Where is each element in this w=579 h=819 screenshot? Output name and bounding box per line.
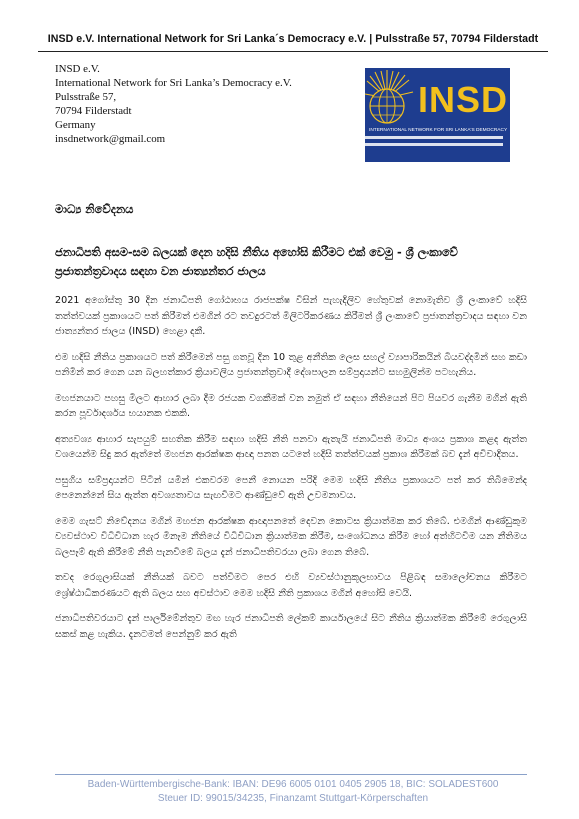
logo-tamil-script-line bbox=[365, 143, 503, 146]
body-paragraph: එම හදිසි නීතිය ප්‍රකාශයට පත් කිරීමෙන් පසු ගතවූ දින 10 තුළ අනීතික ලෙස සහල් ව්‍යාපාරිකයින් බියවද්දමින් සහ කඩා පනිමින් කර ගෙන යන බලහත්කාර ක්‍රියාවලිය ප්‍රජාතන්ත්‍රවාදී දේශපාලන සම්ප්‍රදායන්ට සහමුලින්ම පටහැනිය. bbox=[55, 351, 527, 378]
footer-tax-details: Steuer ID: 99015/34235, Finanzamt Stuttgart-Körperschaften bbox=[157, 793, 429, 804]
insd-logo bbox=[365, 68, 510, 162]
footer-bank-details: Baden-Württembergische-Bank: IBAN: DE96 6005 0101 0405 2905 18, BIC: SOLADEST600 bbox=[87, 779, 499, 790]
address-line-fullname: International Network for Sri Lanka’s Democracy e.V. bbox=[55, 77, 292, 89]
logo-wordmark: INSD bbox=[417, 79, 508, 120]
sender-address-block bbox=[55, 62, 292, 146]
address-line-street: Pulsstraße 57, bbox=[55, 91, 117, 103]
body-paragraph: 2021 අගෝස්තු 30 දින ජනාධිපති ගෝඨාභය රාජපක්ෂ විසින් පැහැදිලිව හේතුවක් නොමැතිව ශ්‍රී ලංකාවේ හදිසි තත්ත්වයක් ප්‍රකාශයට පත් කිරීමත් එමගින් රට තවදුරටත් මිලිටරිකරණය කිරීමත් ශ්‍රී ලංකාවේ ප්‍රජාතන්ත්‍රවාදය සඳහා වන ජාත්‍යන්තර ජාලය (INSD) හෙළා දකී. bbox=[55, 295, 527, 337]
body-paragraph: මහජනයාට පහසු මිලට ආහාර ලබා දීම රජයක වගකීමක් වන නමුත් ඒ සඳහා නීතියෙන් පිට පියවර ගැනීම මගින් ඇති කරන පූර්වාදර්ශය භයානක එකකි. bbox=[55, 392, 527, 419]
address-line-city: 70794 Filderstadt bbox=[55, 105, 132, 117]
letterhead-header: INSD e.V. International Network for Sri Lanka´s Democracy e.V. | Pulsstraße 57, 70794 Filderstadt bbox=[47, 33, 539, 45]
header-divider bbox=[38, 51, 548, 52]
press-release-label: මාධ්‍ය නිවේදනය bbox=[55, 202, 134, 216]
logo-sinhala-script-line bbox=[365, 136, 503, 139]
body-paragraph: ජනාධිපතිවරයාට දැන් පාර්ලිමේන්තුව මඟ හැර ජනාධිපති ලේකම් කාර්යාලයේ සිට නීතිය ක්‍රියාත්මක කිරීමේ රෙගුලාසි සකස් කළ හැකිය. දැනටමත් පෙන්නුම් කර ඇති bbox=[55, 613, 527, 640]
body-paragraph: තවද රෙගුලාසියක් නීතියක් බවට පත්වීමට පෙර එහි ව්‍යවස්ථානුකූලභාවය පිළිබඳ සමාලෝචනය කිරීමට ශ්‍රේෂ්ඨාධිකරණයට ඇති බලය සහ අවස්ථාව මෙම හදිසි නීති ප්‍රකාශය මගින් අහෝසි වෙයි. bbox=[55, 572, 527, 599]
address-line-email: insdnetwork@gmail.com bbox=[55, 133, 166, 145]
press-release-title: ජනාධිපති අසම-සම බලයක් දෙන හදිසි නීතිය අහෝසි කිරීමට එක් වෙමු - ශ්‍රී ලංකාවේ ප්‍රජාතන්ත්‍රවාදය සඳහා වන ජාත්‍යන්තර ජාලය bbox=[55, 246, 458, 278]
body-paragraph: පසුගිය සම්ප්‍රදායන්ට පිටින් යමින් එකවරම පෙනී නොයන පරිදි මෙම හදිසි නීතිය ප්‍රකාශයට පත් කර තිබීමෙන්ද පෙනෙන්නේ සිය ඇත්ත අවශ්‍යතාවය සැඟවීමට ආණ්ඩුවේ ඇති උවමනාවය. bbox=[55, 474, 527, 501]
body-paragraph: අත්‍යවශ්‍ය ආහාර සැපයුම් සහතික කිරීම සඳහා හදිසි නීති පනවා ඇතැයි ජනාධිපති මාධ්‍ය අංශය ප්‍රකාශ කළද ඇත්ත වශයෙන්ම සිදු කර ඇත්තේ මහජන ආරක්ෂක ආඥා පනත යටතේ හදිසි තත්ත්වයක් ප්‍රකාශ කිරීමක් බව දැන් අවිවාදිතය. bbox=[55, 433, 527, 460]
footer-divider bbox=[55, 774, 527, 775]
address-line-org: INSD e.V. bbox=[55, 63, 100, 75]
address-line-country: Germany bbox=[55, 119, 96, 131]
press-release-body bbox=[55, 293, 527, 652]
logo-tagline: INTERNATIONAL NETWORK FOR SRI LANKA'S DEMOCRACY bbox=[369, 128, 508, 133]
body-paragraph: මෙම ගැසට් නිවේදනය මගින් මහජන ආරක්ෂක ආඥාපනතේ දෙවන කොටස ක්‍රියාත්මක කර තිබේ. එමගින් ආණ්ඩුකුම ව්‍යවස්ථාව විධිවිධාන හැර මිනෑම නීතියේ විධිවිධාන ක්‍රියාත්මක කිරීම, සංශෝධනය කිරීම හෝ අත්හිටවීම යන නීතිමය බලපෑම් ඇති කිරීමේ නීති පැනවීමේ බලය දැන් ජනාධිපතිවරයා ලබා ගෙන තිබේ. bbox=[55, 515, 527, 558]
